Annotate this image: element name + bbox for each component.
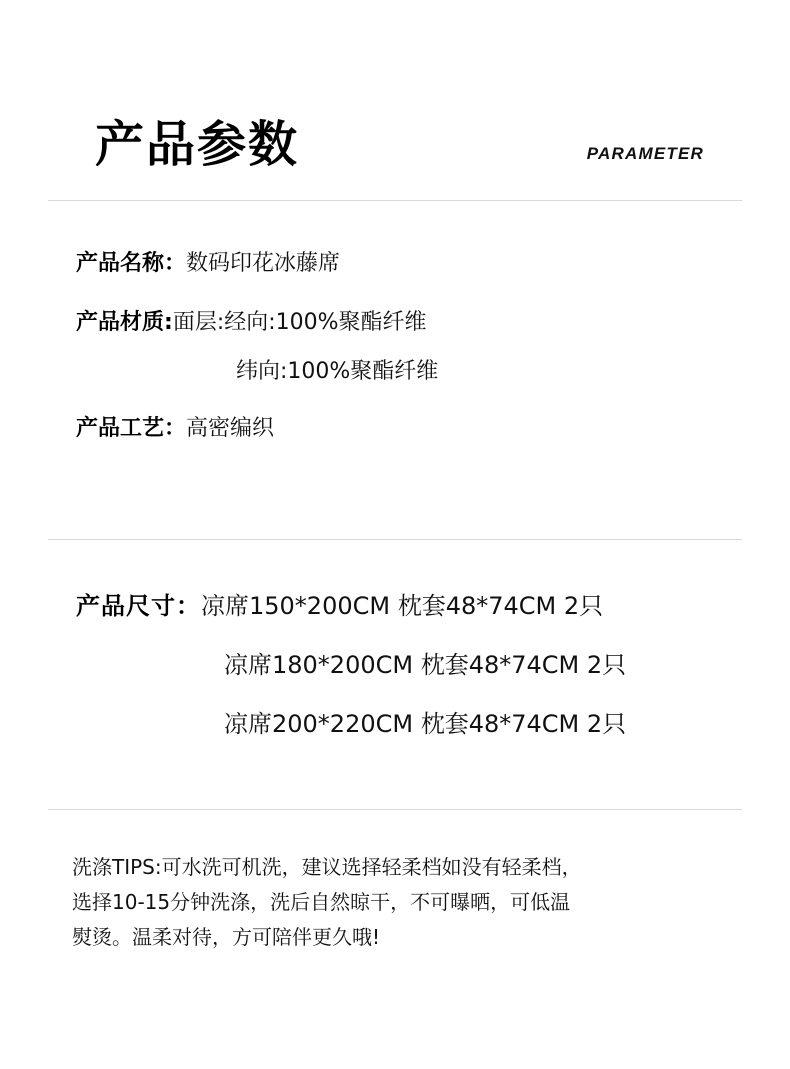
size-value-1: 凉席150*200CM 枕套48*74CM 2只 <box>201 591 604 620</box>
spec-label-craft: 产品工艺： <box>76 415 187 441</box>
spec-row-name <box>76 246 742 277</box>
size-label: 产品尺寸： <box>76 591 201 620</box>
size-list <box>48 540 742 739</box>
page-title: 产品参数 <box>95 116 300 173</box>
page-title-en: PARAMETER <box>586 143 704 163</box>
spec-row-material <box>76 305 742 336</box>
spec-label-name: 产品名称： <box>76 250 187 276</box>
spec-row-craft <box>76 411 742 442</box>
size-value-3: 凉席200*220CM 枕套48*74CM 2只 <box>224 709 627 738</box>
spec-list <box>48 201 742 442</box>
care-tips <box>48 810 742 955</box>
spec-value-craft: 高密编织 <box>186 415 275 441</box>
size-value-2: 凉席180*200CM 枕套48*74CM 2只 <box>224 650 627 679</box>
size-row-first <box>76 586 742 621</box>
spec-label-material: 产品材质: <box>76 309 173 335</box>
spec-value-material-weft: 纬向:100%聚酯纤维 <box>236 358 439 384</box>
spec-value-material-warp: 面层:经向:100%聚酯纤维 <box>172 309 427 335</box>
spec-value-name: 数码印花冰藤席 <box>186 250 341 276</box>
care-tips-line-3: 熨烫。温柔对待，方可陪伴更久哦! <box>72 924 381 949</box>
care-tips-line-2: 选择10-15分钟洗涤，洗后自然晾干，不可曝晒，可低温 <box>72 889 571 914</box>
care-tips-line-1: 洗涤TIPS:可水洗可机洗，建议选择轻柔档如没有轻柔档， <box>72 854 582 879</box>
page-header <box>48 0 742 172</box>
